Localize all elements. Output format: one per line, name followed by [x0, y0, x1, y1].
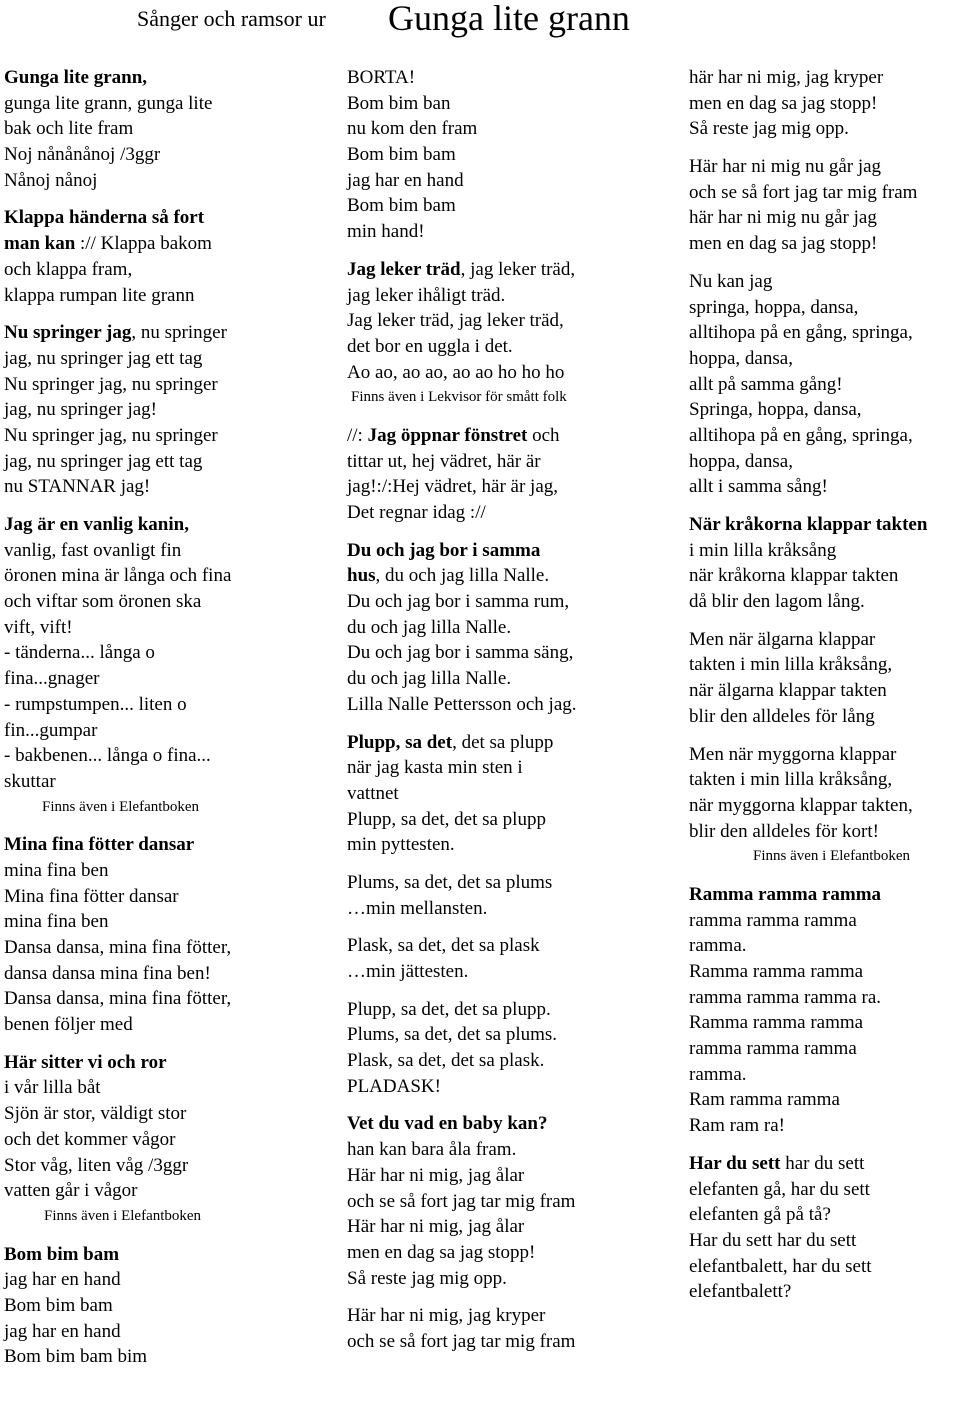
song-line: när myggorna klappar takten, [689, 794, 913, 816]
song-line: Mina fina fötter dansar [4, 885, 179, 907]
song-line [4, 231, 329, 257]
song-line-rest: har du sett [780, 1152, 865, 1174]
song-line: och det kommer vågor [4, 1128, 176, 1150]
song-line: Här har ni mig nu går jag [689, 156, 882, 178]
verse-nu-kan-jag [689, 269, 959, 500]
song-line: jag har en hand [4, 1269, 121, 1291]
song-line: här har ni mig nu går jag [689, 207, 877, 229]
song-line: PLADASK! [347, 1075, 441, 1097]
song-line: Nu springer jag, nu springer [4, 424, 218, 446]
song-line: Dansa dansa, mina fina fötter, [4, 937, 232, 958]
song-line-rest: , jag leker träd, [460, 258, 576, 280]
song-line: blir den alldeles för kort! [689, 820, 879, 842]
song-klappa-handerna [4, 205, 329, 308]
verse-algarna [689, 627, 959, 730]
song-line: Plask, sa det, det sa plask. [347, 1050, 545, 1072]
song-line: Ramma ramma ramma [689, 961, 864, 982]
song-line: tittar ut, hej vädret, här är [347, 450, 541, 472]
song-line: nu kom den fram [347, 118, 478, 140]
song-line: ramma. [689, 935, 747, 957]
song-line: men en dag sa jag stopp! [689, 92, 878, 114]
verse-plask [347, 933, 677, 984]
song-line: Springa, hoppa, dansa, [689, 399, 862, 421]
song-line: när jag kasta min sten i [347, 757, 523, 779]
verse-plums [347, 870, 677, 921]
song-line: här har ni mig, jag kryper [689, 67, 884, 88]
song-line: och se så fort jag tar mig fram [347, 1190, 576, 1212]
song-line: Ramma ramma ramma [689, 1012, 864, 1034]
song-line: Här har ni mig, jag kryper [347, 1305, 546, 1327]
song-line: Plask, sa det, det sa plask [347, 935, 540, 957]
column-1 [4, 65, 329, 1370]
song-line: men en dag sa jag stopp! [347, 1241, 536, 1263]
song-mina-fina-fotter [4, 832, 329, 1038]
song-line: klappa rumpan lite grann [4, 284, 195, 306]
song-title: Du och jag bor i samma [347, 539, 541, 561]
song-line: Nu kan jag [689, 270, 773, 292]
song-line: jag har en hand [4, 1320, 121, 1342]
song-plupp-sa-det [347, 730, 677, 858]
song-line: Bom bim bam [347, 195, 456, 217]
source-note: Finns även i Elefantboken [44, 1207, 202, 1224]
column-3 [689, 65, 959, 1305]
song-line: Här har ni mig, jag ålar [347, 1164, 525, 1186]
song-gunga-lite-grann [4, 65, 329, 193]
song-line: hoppa, dansa, [689, 450, 793, 472]
song-line: Noj nånånånoj /3ggr [4, 144, 161, 166]
song-title: Jag öppnar fönstret [367, 424, 528, 446]
song-title: Jag är en vanlig kanin, [4, 514, 189, 535]
song-line: fin...gumpar [4, 719, 98, 741]
song-line: Ao ao, ao ao, ao ao ho ho ho [347, 361, 565, 383]
song-line: elefanten gå, har du sett [689, 1178, 870, 1200]
song-line: ramma ramma ramma [689, 1038, 857, 1060]
song-line: Bom bim bam [347, 144, 456, 166]
song-line: i min lilla kråksång [689, 539, 837, 561]
song-line: blir den alldeles för lång [689, 705, 875, 727]
song-line: och se så fort jag tar mig fram [689, 181, 918, 203]
title-main: Gunga lite grann [388, 0, 630, 38]
song-line: Lilla Nalle Pettersson och jag. [347, 693, 577, 715]
song-line: ramma ramma ramma ra. [689, 986, 882, 1008]
song-line: och viftar som öronen ska [4, 591, 202, 613]
song-line: Du och jag bor i samma rum, [347, 591, 570, 613]
song-title: Vet du vad en baby kan? [347, 1113, 548, 1135]
song-title-cont: hus [347, 565, 376, 587]
song-line [347, 563, 677, 589]
song-line: hoppa, dansa, [689, 347, 793, 369]
song-nu-springer-jag [4, 320, 329, 500]
source-note: Finns även i Elefantboken [753, 848, 911, 865]
song-line: - tänderna... långa o [4, 642, 155, 664]
song-title: Ramma ramma ramma [689, 883, 882, 905]
song-line: Ram ram ra! [689, 1115, 786, 1137]
song-har-sitter-vi [4, 1050, 329, 1230]
song-line [4, 320, 329, 346]
song-line: Plums, sa det, det sa plums [347, 871, 553, 893]
song-line: Plums, sa det, det sa plums. [347, 1024, 558, 1046]
source-note: Finns även i Lekvisor för smått folk [351, 389, 567, 406]
song-line: Men när älgarna klappar [689, 628, 876, 650]
song-line: benen följer med [4, 1014, 133, 1036]
song-line: Det regnar idag :// [347, 502, 486, 523]
song-line: vatten går i vågor [4, 1180, 138, 1202]
song-line: Dansa dansa, mina fina fötter, [4, 988, 232, 1010]
song-title: Plupp, sa det [347, 731, 453, 753]
verse-myggorna [689, 742, 959, 870]
page-title [0, 0, 960, 44]
song-jag-leker-trad [347, 257, 677, 411]
song-line: takten i min lilla kråksång, [689, 769, 893, 791]
verse-pladask [347, 997, 677, 1100]
song-line: vift, vift! [4, 616, 73, 638]
verse-gar-jag [689, 154, 959, 257]
song-line: Bom bim bam bim [4, 1346, 148, 1368]
song-line: Men när myggorna klappar [689, 743, 897, 765]
verse-kryper [347, 1303, 677, 1354]
song-title: Klappa händerna så fort [4, 207, 205, 229]
song-line: elefanten gå på tå? [689, 1204, 831, 1226]
song-line-rest: , nu springer [131, 322, 227, 344]
song-bom-bim-bam-cont [347, 65, 677, 245]
song-line: när kråkorna klappar takten [689, 565, 899, 587]
song-line: skuttar [4, 770, 56, 792]
song-line: Bom bim bam [4, 1294, 113, 1316]
song-line: Nu springer jag, nu springer [4, 373, 218, 395]
song-line: nu STANNAR jag! [4, 476, 151, 498]
song-har-du-sett [689, 1151, 959, 1305]
song-vanlig-kanin [4, 512, 329, 820]
song-line: Så reste jag mig opp. [347, 1267, 507, 1289]
song-line-rest: och [527, 424, 560, 446]
song-line: mina fina ben [4, 859, 109, 881]
song-line: mina fina ben [4, 911, 109, 933]
song-line: takten i min lilla kråksång, [689, 654, 893, 676]
song-line: du och jag lilla Nalle. [347, 616, 512, 638]
song-title: När kråkorna klappar takten [689, 514, 928, 535]
song-line: min hand! [347, 221, 425, 243]
song-title: Nu springer jag [4, 322, 132, 344]
song-line: allt på samma gång! [689, 373, 843, 395]
song-line: Ram ramma ramma [689, 1089, 840, 1111]
song-line: jag, nu springer jag! [4, 399, 158, 421]
song-krakorna [689, 512, 959, 615]
song-line-rest: :// Klappa bakom [75, 233, 212, 255]
song-line: vattnet [347, 782, 399, 804]
song-jag-oppnar-fonstret [347, 423, 677, 526]
song-line: ramma. [689, 1063, 747, 1085]
song-line: ramma ramma ramma [689, 909, 857, 931]
song-vet-du-vad [347, 1111, 677, 1291]
verse-kryper-cont [689, 65, 959, 142]
song-line: det bor en uggla i det. [347, 335, 513, 357]
song-line: alltihopa på en gång, springa, [689, 322, 913, 344]
song-line-rest: , det sa plupp [452, 731, 554, 753]
song-line: …min mellansten. [347, 897, 488, 919]
song-title: Mina fina fötter dansar [4, 834, 195, 856]
song-line: elefantbalett? [689, 1281, 792, 1303]
song-line: jag!:/:Hej vädret, här är jag, [347, 476, 559, 498]
song-ramma [689, 882, 959, 1139]
song-line: han kan bara åla fram. [347, 1139, 517, 1161]
song-line: springa, hoppa, dansa, [689, 296, 859, 318]
column-2 [347, 65, 677, 1355]
song-line: jag, nu springer jag ett tag [4, 450, 203, 472]
source-note: Finns även i Elefantboken [42, 798, 200, 815]
song-line: men en dag sa jag stopp! [689, 233, 878, 255]
song-title-cont: man kan [4, 233, 76, 255]
song-line: Bom bim ban [347, 92, 451, 114]
song-line: fina...gnager [4, 668, 100, 690]
song-title: Jag leker träd [347, 258, 461, 280]
song-line: jag, nu springer jag ett tag [4, 347, 203, 369]
song-du-och-jag [347, 538, 677, 718]
song-line: jag leker ihåligt träd. [347, 284, 506, 306]
song-line: - rumpstumpen... liten o [4, 693, 187, 715]
song-line: Nånoj nånoj [4, 169, 98, 191]
song-line: och klappa fram, [4, 258, 133, 280]
song-line: allt i samma sång! [689, 476, 828, 498]
song-line: alltihopa på en gång, springa, [689, 424, 913, 446]
song-line: elefantbalett, har du sett [689, 1255, 872, 1277]
song-line: BORTA! [347, 67, 416, 88]
song-line: gunga lite grann, gunga lite [4, 92, 213, 114]
repeat-marker: //: [347, 424, 368, 446]
song-line: när älgarna klappar takten [689, 680, 887, 702]
song-line: Stor våg, liten våg /3ggr [4, 1154, 189, 1176]
song-bom-bim-bam [4, 1242, 329, 1370]
song-line: och se så fort jag tar mig fram [347, 1330, 576, 1352]
song-line: vanlig, fast ovanligt fin [4, 539, 182, 561]
song-line: Plupp, sa det, det sa plupp. [347, 998, 551, 1020]
song-line: du och jag lilla Nalle. [347, 668, 512, 690]
song-line: jag har en hand [347, 169, 464, 191]
song-line: bak och lite fram [4, 118, 134, 140]
song-line [347, 423, 677, 449]
song-line: i vår lilla båt [4, 1077, 101, 1099]
song-line: Plupp, sa det, det sa plupp [347, 808, 546, 830]
song-line: Jag leker träd, jag leker träd, [347, 310, 564, 332]
song-line: - bakbenen... långa o fina... [4, 745, 211, 767]
song-line: Har du sett har du sett [689, 1229, 857, 1251]
song-line: min pyttesten. [347, 834, 455, 856]
song-line [347, 730, 677, 756]
song-line: Här har ni mig, jag ålar [347, 1216, 525, 1238]
song-line [689, 1151, 959, 1177]
song-line-rest: , du och jag lilla Nalle. [375, 565, 550, 587]
song-title: Här sitter vi och ror [4, 1051, 167, 1073]
song-line: öronen mina är långa och fina [4, 565, 232, 587]
song-title: Bom bim bam [4, 1243, 120, 1265]
song-line: Sjön är stor, väldigt stor [4, 1103, 187, 1125]
title-prefix: Sånger och ramsor ur [137, 6, 326, 31]
song-line: Så reste jag mig opp. [689, 118, 849, 140]
song-line: Du och jag bor i samma säng, [347, 642, 574, 664]
song-line: dansa dansa mina fina ben! [4, 962, 211, 984]
song-line: …min jättesten. [347, 961, 469, 982]
song-title: Har du sett [689, 1152, 781, 1174]
song-line: då blir den lagom lång. [689, 591, 865, 613]
song-title: Gunga lite grann, [4, 67, 148, 88]
song-line [347, 257, 677, 283]
